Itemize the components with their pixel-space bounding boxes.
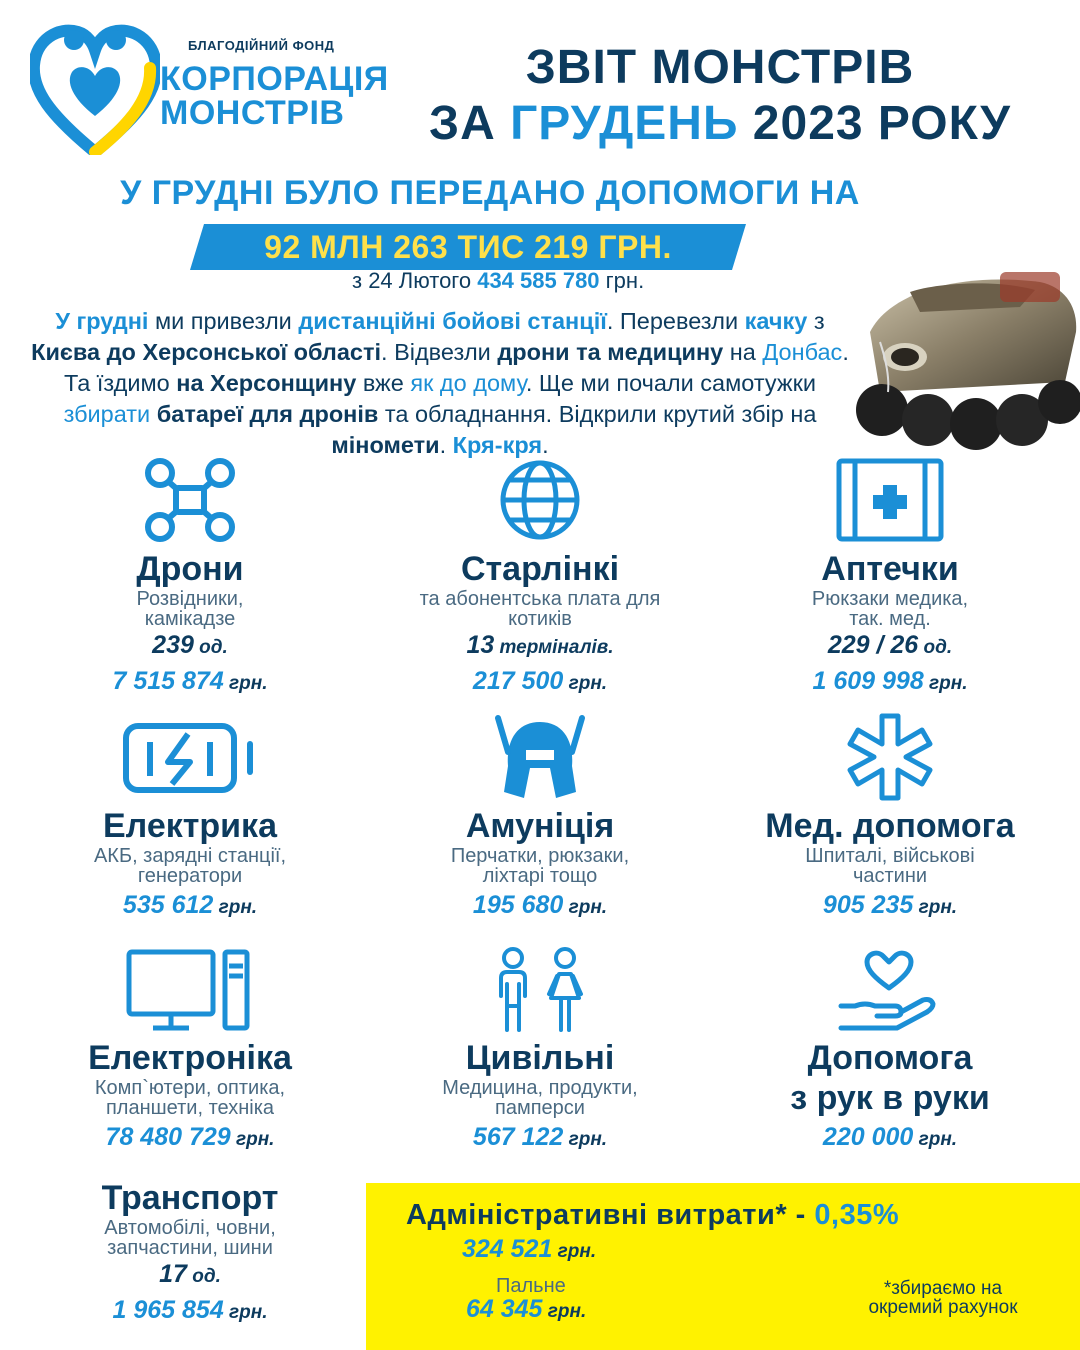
amount-value: 567 122: [472, 1123, 564, 1151]
fuel-label: Пальне: [496, 1275, 566, 1297]
report-title: [380, 40, 1060, 152]
admin-expenses-box: [366, 1183, 1080, 1350]
intro-seg: . Та їздимо: [63, 339, 849, 396]
amount-unit: грн.: [563, 1129, 608, 1150]
helmet-icon: [490, 712, 590, 802]
category-count: [370, 629, 710, 664]
intro-seg: на: [723, 339, 763, 365]
category-desc: Шпиталі, військові: [805, 845, 975, 867]
globe-icon: [490, 455, 590, 545]
admin-percent: 0,35%: [814, 1199, 900, 1231]
medical-star-icon: [840, 712, 940, 802]
title-prefix: ЗА: [429, 97, 511, 150]
amount-unit: грн.: [923, 673, 968, 694]
category-name: Дрони: [136, 550, 244, 588]
category-name: Цивільні: [465, 1039, 615, 1077]
category-name: Амуніція: [465, 807, 615, 845]
note-line1: *збираємо на: [883, 1278, 1003, 1299]
total-amount: 92 МЛН 263 ТИС 219 ГРН.: [264, 229, 672, 265]
category-desc: Рюкзаки медика,: [811, 588, 969, 610]
civilians-icon: [485, 944, 595, 1034]
count-unit: од.: [186, 1266, 221, 1287]
category-desc: планшети, техніка: [105, 1097, 275, 1119]
amount-value: 324 521: [462, 1235, 553, 1263]
count-unit: од.: [193, 637, 228, 658]
intro-seg: . Ще ми почали самотужки: [525, 370, 817, 396]
category-civilians: [370, 944, 710, 1157]
fuel-amount: [466, 1295, 586, 1324]
amount-unit: грн.: [223, 673, 268, 694]
count-value: 239: [152, 631, 194, 659]
title-line2: [380, 96, 1060, 152]
summary-headline: У ГРУДНІ БУЛО ПЕРЕДАНО ДОПОМОГИ НА: [120, 174, 860, 212]
org-name-line2: МОНСТРІВ: [160, 94, 345, 132]
category-electronics: [20, 944, 360, 1157]
category-desc: частини: [852, 865, 928, 887]
since-value: 434 585 780: [477, 268, 600, 293]
org-name-line1: КОРПОРАЦІЯ: [160, 60, 389, 98]
intro-seg: ми привезли: [148, 308, 299, 334]
total-banner: [190, 224, 746, 270]
category-desc: Автомобілі, човни,: [104, 1217, 276, 1239]
category-name-line2: з рук в руки: [790, 1079, 990, 1117]
intro-seg: збирати: [63, 401, 151, 427]
category-name: Транспорт: [101, 1179, 279, 1217]
count-value: 229 / 26: [827, 631, 919, 659]
intro-seg: У грудні: [55, 308, 149, 334]
intro-seg: Києва до Херсонської області: [31, 339, 382, 365]
count-unit: терміналів.: [494, 637, 614, 658]
amount-value: 217 500: [472, 667, 564, 695]
amount-unit: грн.: [223, 1302, 268, 1323]
category-desc: памперси: [495, 1097, 585, 1119]
drone-icon: [140, 455, 240, 545]
intro-seg: на Херсонщину: [176, 370, 357, 396]
category-ammunition: [370, 712, 710, 925]
category-amount: [20, 888, 360, 925]
heart-logo-icon: [30, 20, 160, 155]
category-electrics: [20, 712, 360, 925]
category-desc: та абонентська плата для: [419, 588, 661, 610]
intro-seg: міномети: [331, 432, 440, 458]
intro-seg: як до дому: [410, 370, 526, 396]
since-unit: грн.: [599, 268, 645, 293]
category-name: Мед. допомога: [765, 807, 1015, 845]
category-name: Електроніка: [88, 1039, 292, 1077]
category-desc: АКБ, зарядні станції,: [93, 845, 287, 867]
category-name: Допомога: [807, 1039, 973, 1077]
title-month: ГРУДЕНЬ: [510, 97, 739, 150]
amount-unit: грн.: [563, 897, 608, 918]
category-desc: ліхтарі тощо: [482, 865, 598, 887]
amount-value: 905 235: [822, 891, 914, 919]
category-name: Аптечки: [821, 550, 959, 588]
amount-unit: грн.: [563, 673, 608, 694]
amount-value: 64 345: [466, 1295, 543, 1323]
since-total: [352, 268, 644, 294]
intro-seg: . Перевезли: [606, 308, 745, 334]
intro-seg: батареї для дронів: [156, 401, 379, 427]
category-amount: [20, 664, 360, 701]
category-count: [20, 1258, 360, 1293]
admin-amount: [462, 1235, 596, 1264]
admin-label: Адміністративні витрати* -: [406, 1199, 815, 1231]
amount-unit: грн.: [542, 1301, 587, 1322]
amount-value: 1 965 854: [112, 1296, 224, 1324]
heart-in-hand-icon: [835, 944, 945, 1034]
amount-value: 7 515 874: [112, 667, 224, 695]
category-amount: [20, 1120, 360, 1157]
intro-seg: з: [807, 308, 825, 334]
intro-seg: качку: [744, 308, 808, 334]
category-name: Електрика: [102, 807, 277, 845]
category-desc: Перчатки, рюкзаки,: [450, 845, 630, 867]
category-amount: [370, 664, 710, 701]
category-desc: камікадзе: [144, 608, 236, 630]
category-desc: так. мед.: [849, 608, 931, 630]
category-desc: котиків: [508, 608, 572, 630]
intro-seg: дрони та медицину: [497, 339, 724, 365]
category-transport: [20, 1178, 360, 1330]
category-desc: генератори: [137, 865, 243, 887]
count-value: 13: [466, 631, 495, 659]
category-desc: Медицина, продукти,: [442, 1077, 638, 1099]
admin-heading: [406, 1199, 899, 1232]
since-label: з 24 Лютого: [352, 268, 478, 293]
intro-seg: Кря-кря: [452, 432, 543, 458]
category-desc: Комп`ютери, оптика,: [94, 1077, 286, 1099]
category-desc: Розвідники,: [136, 588, 244, 610]
category-name: Старлінкі: [460, 550, 620, 588]
amount-unit: грн.: [913, 897, 958, 918]
title-suffix: 2023 РОКУ: [738, 97, 1011, 150]
fund-label: БЛАГОДІЙНИЙ ФОНД: [188, 38, 335, 53]
amphibious-vehicle-image: [850, 262, 1080, 452]
first-aid-kit-icon: [835, 455, 945, 545]
amount-unit: грн.: [552, 1241, 597, 1262]
title-line1: ЗВІТ МОНСТРІВ: [525, 41, 915, 94]
amount-value: 195 680: [472, 891, 564, 919]
intro-seg: Донбас: [762, 339, 843, 365]
intro-paragraph: [30, 306, 850, 461]
intro-seg: . Відвезли: [381, 339, 498, 365]
category-amount: [20, 1293, 360, 1330]
amount-value: 220 000: [822, 1123, 914, 1151]
amount-unit: грн.: [213, 897, 258, 918]
category-hand-to-hand: [720, 944, 1060, 1157]
intro-seg: вже: [356, 370, 411, 396]
intro-seg: дистанційні бойові станції: [298, 308, 607, 334]
intro-seg: .: [542, 432, 549, 458]
intro-seg: .: [439, 432, 453, 458]
count-unit: од.: [918, 637, 953, 658]
category-amount: [720, 1120, 1060, 1157]
category-first-aid: [720, 455, 1060, 701]
category-amount: [370, 888, 710, 925]
category-desc: запчастини, шини: [107, 1237, 273, 1259]
separate-account-note: [828, 1279, 1058, 1317]
intro-seg: та обладнання. Відкрили крутий збір на: [378, 401, 817, 427]
category-medical-help: [720, 712, 1060, 925]
count-value: 17: [159, 1260, 187, 1288]
category-count: [720, 629, 1060, 664]
amount-value: 1 609 998: [812, 667, 924, 695]
category-starlinks: [370, 455, 710, 701]
category-amount: [720, 888, 1060, 925]
category-count: [20, 629, 360, 664]
amount-unit: грн.: [230, 1129, 275, 1150]
note-line2: окремий рахунок: [868, 1297, 1018, 1318]
category-amount: [370, 1120, 710, 1157]
amount-value: 78 480 729: [105, 1123, 231, 1151]
org-logo: [30, 20, 389, 160]
battery-charging-icon: [120, 712, 260, 802]
amount-value: 535 612: [122, 891, 214, 919]
category-drones: [20, 455, 360, 701]
category-amount: [720, 664, 1060, 701]
computer-icon: [125, 944, 255, 1034]
amount-unit: грн.: [913, 1129, 958, 1150]
